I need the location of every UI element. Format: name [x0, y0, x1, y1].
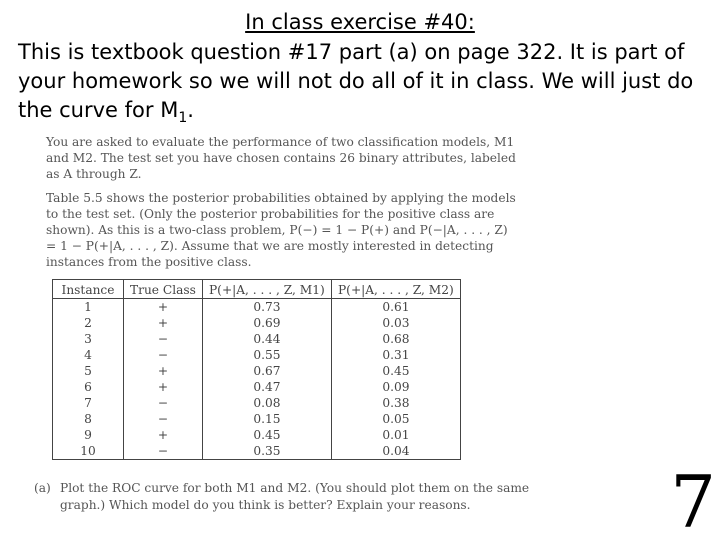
slide-number: 7 [670, 460, 716, 544]
cell-m2: 0.01 [331, 427, 460, 443]
intro-text [18, 38, 708, 133]
cell-m2: 0.38 [331, 395, 460, 411]
cell-m2: 0.09 [331, 379, 460, 395]
textbook-paragraph-2: Table 5.5 shows the posterior probabilities obtained by applying the models to the test set. (Only the posterior probabilities for the positive class are shown). As this is a two-class problem, P(−) = 1 − P(+) and P(−|A, . . . , Z) = 1 − P(+|A, . . . , Z). Assume that we are mostly interested in detecting instances from the positive class. [46, 191, 516, 269]
cell-true-class: − [124, 331, 203, 347]
cell-instance: 7 [53, 395, 124, 411]
cell-m2: 0.31 [331, 347, 460, 363]
cell-true-class: + [124, 299, 203, 316]
cell-m2: 0.68 [331, 331, 460, 347]
question-text: Plot the ROC curve for both M1 and M2. (You should plot them on the same graph.) Which model do you think is better? Explain your reasons. [60, 481, 530, 512]
table-row [53, 315, 461, 331]
intro-body: This is textbook question #17 part (a) on page 322. It is part of your homework so we will not do all of it in class. We will just do the curve for M [18, 40, 694, 122]
table-row [53, 443, 461, 460]
cell-m1: 0.69 [202, 315, 331, 331]
table-row [53, 331, 461, 347]
cell-true-class: − [124, 443, 203, 460]
table-row [53, 347, 461, 363]
table-row [53, 427, 461, 443]
table-row [53, 299, 461, 316]
header-instance: Instance [53, 280, 124, 299]
cell-true-class: + [124, 427, 203, 443]
table-body [53, 299, 461, 460]
cell-m1: 0.08 [202, 395, 331, 411]
cell-m2: 0.04 [331, 443, 460, 460]
cell-true-class: + [124, 363, 203, 379]
cell-m1: 0.55 [202, 347, 331, 363]
cell-true-class: + [124, 379, 203, 395]
table-row [53, 411, 461, 427]
cell-instance: 6 [53, 379, 124, 395]
cell-instance: 10 [53, 443, 124, 460]
cell-true-class: − [124, 347, 203, 363]
cell-m1: 0.44 [202, 331, 331, 347]
cell-true-class: − [124, 411, 203, 427]
cell-instance: 9 [53, 427, 124, 443]
cell-instance: 4 [53, 347, 124, 363]
question-a [34, 480, 534, 514]
header-true-class: True Class [124, 280, 203, 299]
textbook-paragraph-1: You are asked to evaluate the performance of two classification models, M1 and M2. The test set you have chosen contains 26 binary attributes, labeled as A through Z. [46, 135, 516, 181]
cell-m2: 0.03 [331, 315, 460, 331]
intro-end: . [187, 98, 194, 122]
cell-m2: 0.45 [331, 363, 460, 379]
cell-true-class: + [124, 315, 203, 331]
cell-m1: 0.15 [202, 411, 331, 427]
cell-m1: 0.73 [202, 299, 331, 316]
cell-m2: 0.05 [331, 411, 460, 427]
table-row [53, 395, 461, 411]
cell-m1: 0.45 [202, 427, 331, 443]
slide-title: In class exercise #40: [245, 10, 475, 34]
cell-m2: 0.61 [331, 299, 460, 316]
table-row [53, 379, 461, 395]
intro-subscript: 1 [178, 110, 188, 127]
header-m1: P(+|A, . . . , Z, M1) [202, 280, 331, 299]
cell-instance: 8 [53, 411, 124, 427]
posterior-probability-table [52, 279, 461, 460]
question-label: (a) [34, 481, 51, 495]
cell-m1: 0.35 [202, 443, 331, 460]
cell-instance: 5 [53, 363, 124, 379]
cell-true-class: − [124, 395, 203, 411]
cell-instance: 2 [53, 315, 124, 331]
table-row [53, 363, 461, 379]
cell-instance: 3 [53, 331, 124, 347]
cell-instance: 1 [53, 299, 124, 316]
cell-m1: 0.47 [202, 379, 331, 395]
cell-m1: 0.67 [202, 363, 331, 379]
table-header-row [53, 280, 461, 299]
header-m2: P(+|A, . . . , Z, M2) [331, 280, 460, 299]
